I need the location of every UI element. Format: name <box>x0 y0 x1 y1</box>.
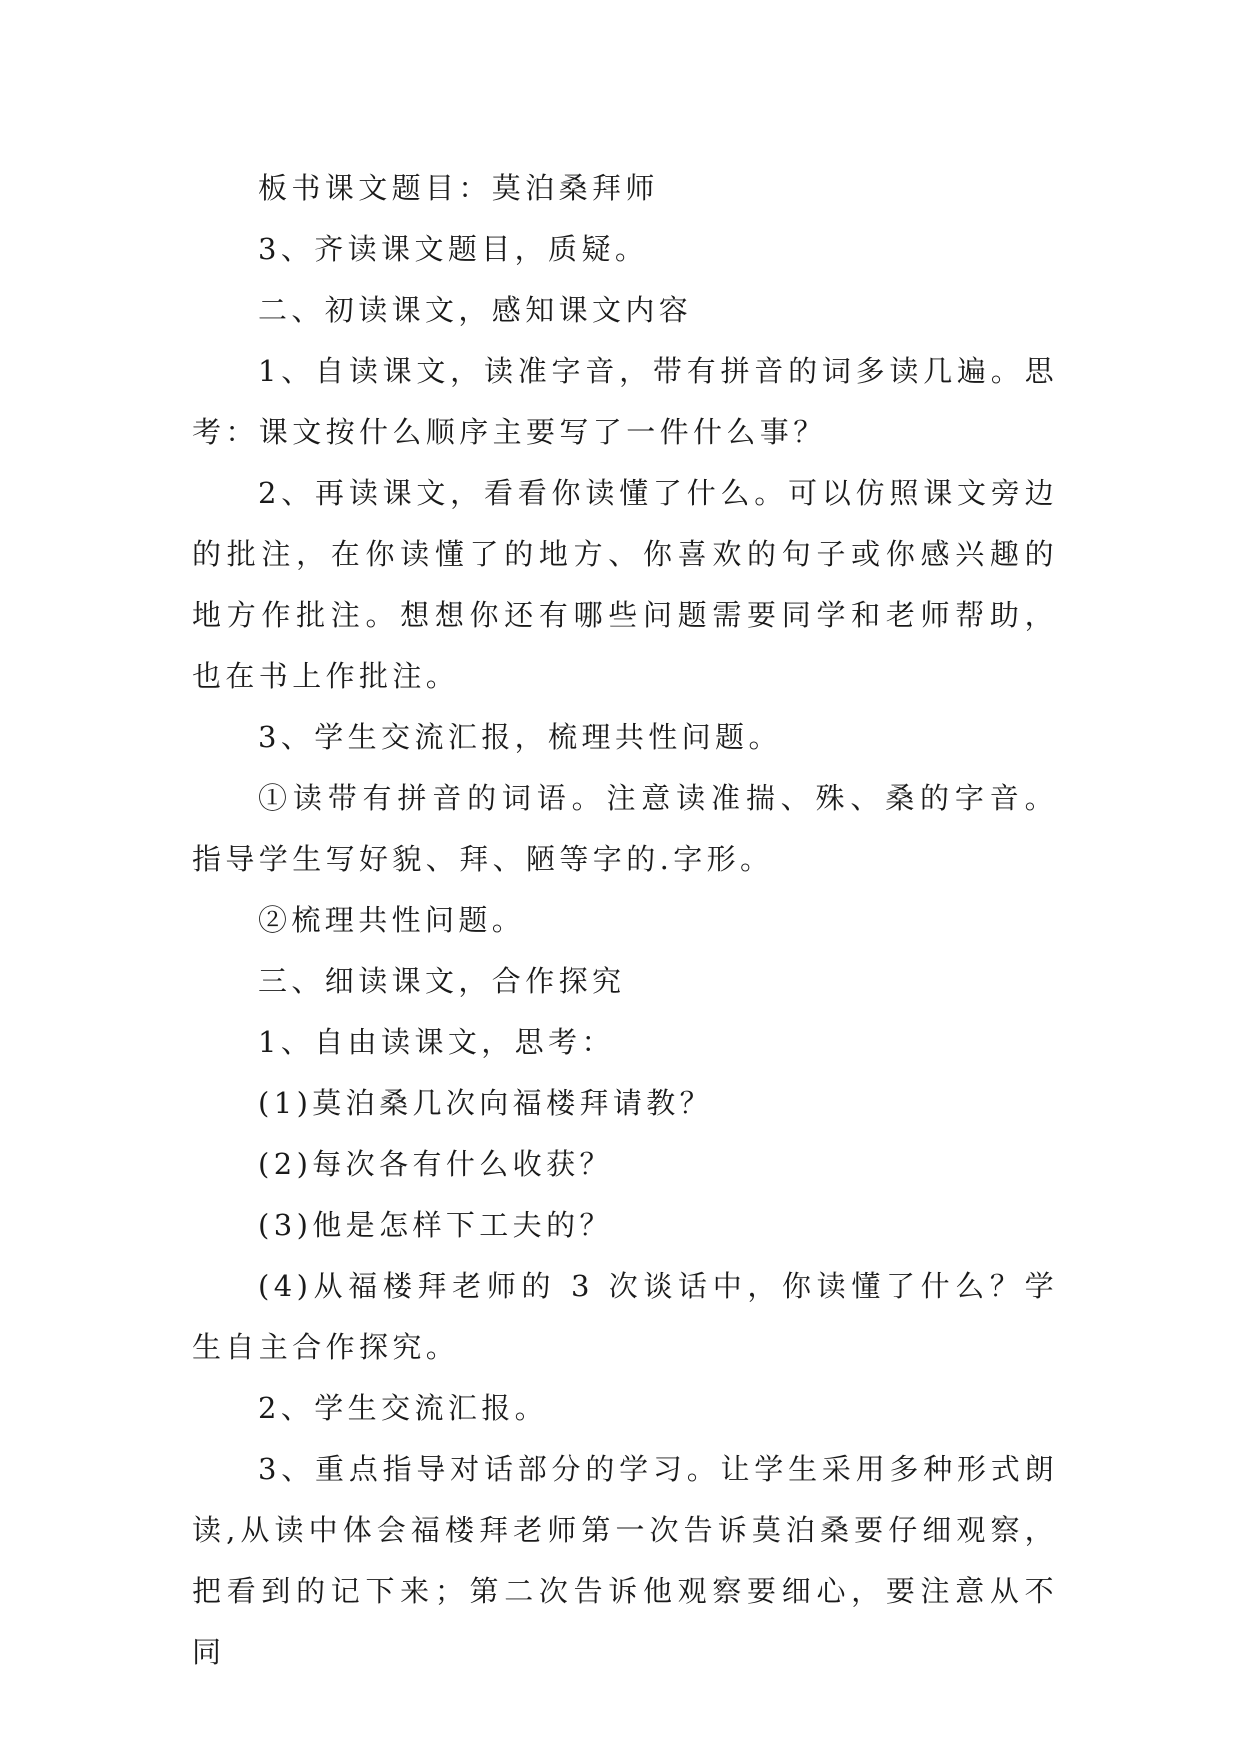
paragraph-board-title: 板书课文题目：莫泊桑拜师 <box>258 171 659 205</box>
paragraph-question-4: (4)从福楼拜老师的 3 次谈话中，你读懂了什么？学生自主合作探究。 <box>192 1269 1058 1364</box>
paragraph-question-2: (2)每次各有什么收获？ <box>258 1147 613 1181</box>
paragraph-question-3: (3)他是怎样下工夫的？ <box>258 1208 613 1242</box>
paragraph-question-1: (1)莫泊桑几次向福楼拜请教？ <box>258 1086 714 1120</box>
paragraph-step-2-reread: 2、再读课文，看看你读懂了什么。可以仿照课文旁边的批注，在你读懂了的地方、你喜欢的句子或你感兴趣的地方作批注。想想你还有哪些问题需要同学和老师帮助，也在书上作批注。 <box>192 476 1058 693</box>
paragraph-step-3-read-title: 3、齐读课文题目，质疑。 <box>258 232 649 266</box>
paragraph-step-3-report: 3、学生交流汇报，梳理共性问题。 <box>258 720 782 754</box>
paragraph-step-1-self-read: 1、自读课文，读准字音，带有拼音的词多读几遍。思考：课文按什么顺序主要写了一件什么事？ <box>192 354 1058 449</box>
paragraph-item-circled-1: ①读带有拼音的词语。注意读准揣、殊、桑的字音。指导学生写好貌、拜、陋等字的.字形。 <box>192 781 1058 876</box>
paragraph-item-circled-2: ②梳理共性问题。 <box>258 903 526 937</box>
paragraph-step-1-free-read: 1、自由读课文，思考： <box>258 1025 615 1059</box>
paragraph-step-2-report: 2、学生交流汇报。 <box>258 1391 549 1425</box>
section-heading-3: 三、细读课文，合作探究 <box>258 964 626 998</box>
section-heading-2: 二、初读课文，感知课文内容 <box>258 293 693 327</box>
document-body <box>192 158 1058 1683</box>
paragraph-step-3-dialogue: 3、重点指导对话部分的学习。让学生采用多种形式朗读,从读中体会福楼拜老师第一次告诉莫泊桑要仔细观察，把看到的记下来；第二次告诉他观察要细心，要注意从不同 <box>192 1452 1058 1669</box>
